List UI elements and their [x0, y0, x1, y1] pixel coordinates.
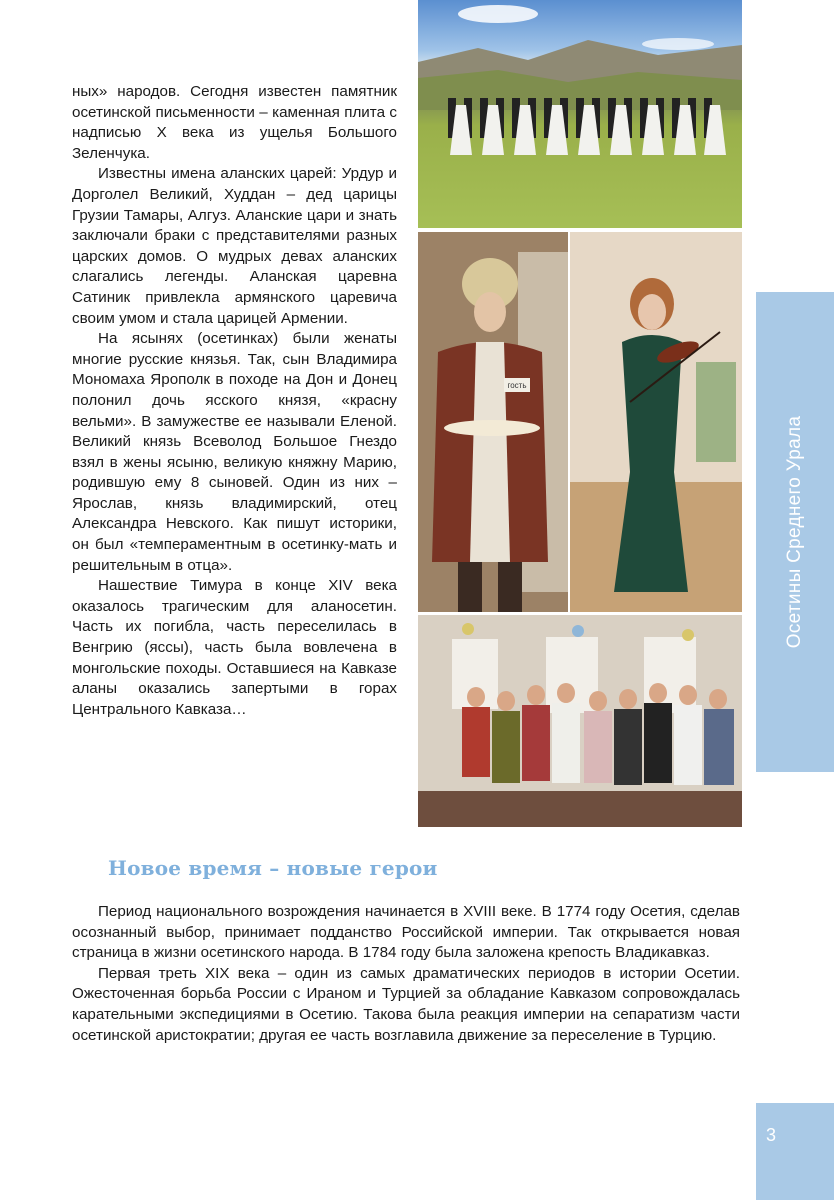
chapter-side-tab: [756, 292, 834, 772]
section-body-text: [72, 902, 740, 1046]
photo-man-in-costume-drawing: [418, 232, 568, 612]
photo-violinist: [570, 232, 742, 612]
left-column-text: [72, 82, 397, 720]
photo-group-gathering: [418, 615, 742, 827]
paragraph: На ясынях (осетинках) были женаты многие русские князья. Так, сын Владимира Мономаха Ярополк в походе на Дон и Донец полонил дочь ясского князя, «красну вельми». В замужестве ее называли Еленой. Великий князь Всеволод Большое Гнездо взял в жены ясыню, великую княжну Марию, родившую ему 8 сыновей. Один из них – Ярослав, князь владимирский, отец Александра Невского. Как пишут историки, он был «темпераментным в осетинку-мать и решительным в отца».: [72, 330, 397, 574]
photo-folk-dancers: [418, 0, 742, 228]
page-number-tab: [756, 1103, 834, 1200]
paragraph: ных» народов. Сегодня известен памятник осетинской письменности – каменная плита с надписью X века из ущелья Большого Зеленчука.: [72, 83, 397, 162]
chapter-side-tab-label: Осетины Среднего Урала: [784, 415, 805, 649]
paragraph: Известны имена аланских царей: Урдур и Дорголел Великий, Худдан – дед царицы Грузии Тамары, Алгуз. Аланские цари и знать заключали браки с представителями разных царских домов. О мудрых девах аланских слагались легенды. Аланская царевна Сатиник привлекла армянского царевича своим умом и стала царицей Армении.: [72, 165, 397, 327]
photo-violinist-drawing: [570, 232, 742, 612]
paragraph: Период национального возрождения начинается в XVIII веке. В 1774 году Осетия, сделав осознанный выбор, принимает подданство Российской империи. Так открывается новая страница в жизни осетинского народа. В 1784 году была заложена крепость Владикавказ.: [72, 903, 740, 962]
photo-folk-dancers-drawing: [418, 0, 742, 228]
photo-man-in-costume: [418, 232, 568, 612]
section-heading: Новое время – новые герои: [108, 856, 438, 880]
name-badge: гость: [507, 381, 527, 390]
paragraph: Первая треть XIX века – один из самых драматических периодов в истории Осетии. Ожесточенная борьба России с Ираном и Турцией за обладание Кавказом сопровождалась карательными экспедициями в Осетию. Такова была реакция империи на сепаратизм части осетинской аристократии; другая ее часть возглавила движение за переселение в Турцию.: [72, 964, 740, 1044]
paragraph: Нашествие Тимура в конце XIV века оказалось трагическим для аланосетин. Часть их погибла, часть переселилась в Венгрию (яссы), часть была вовлечена в монгольские походы. Оставшиеся на Кавказе аланы оказались запертыми в горах Центрального Кавказа…: [72, 577, 397, 718]
photo-group-gathering-drawing: [418, 615, 742, 827]
page-number: 3: [765, 1125, 776, 1145]
